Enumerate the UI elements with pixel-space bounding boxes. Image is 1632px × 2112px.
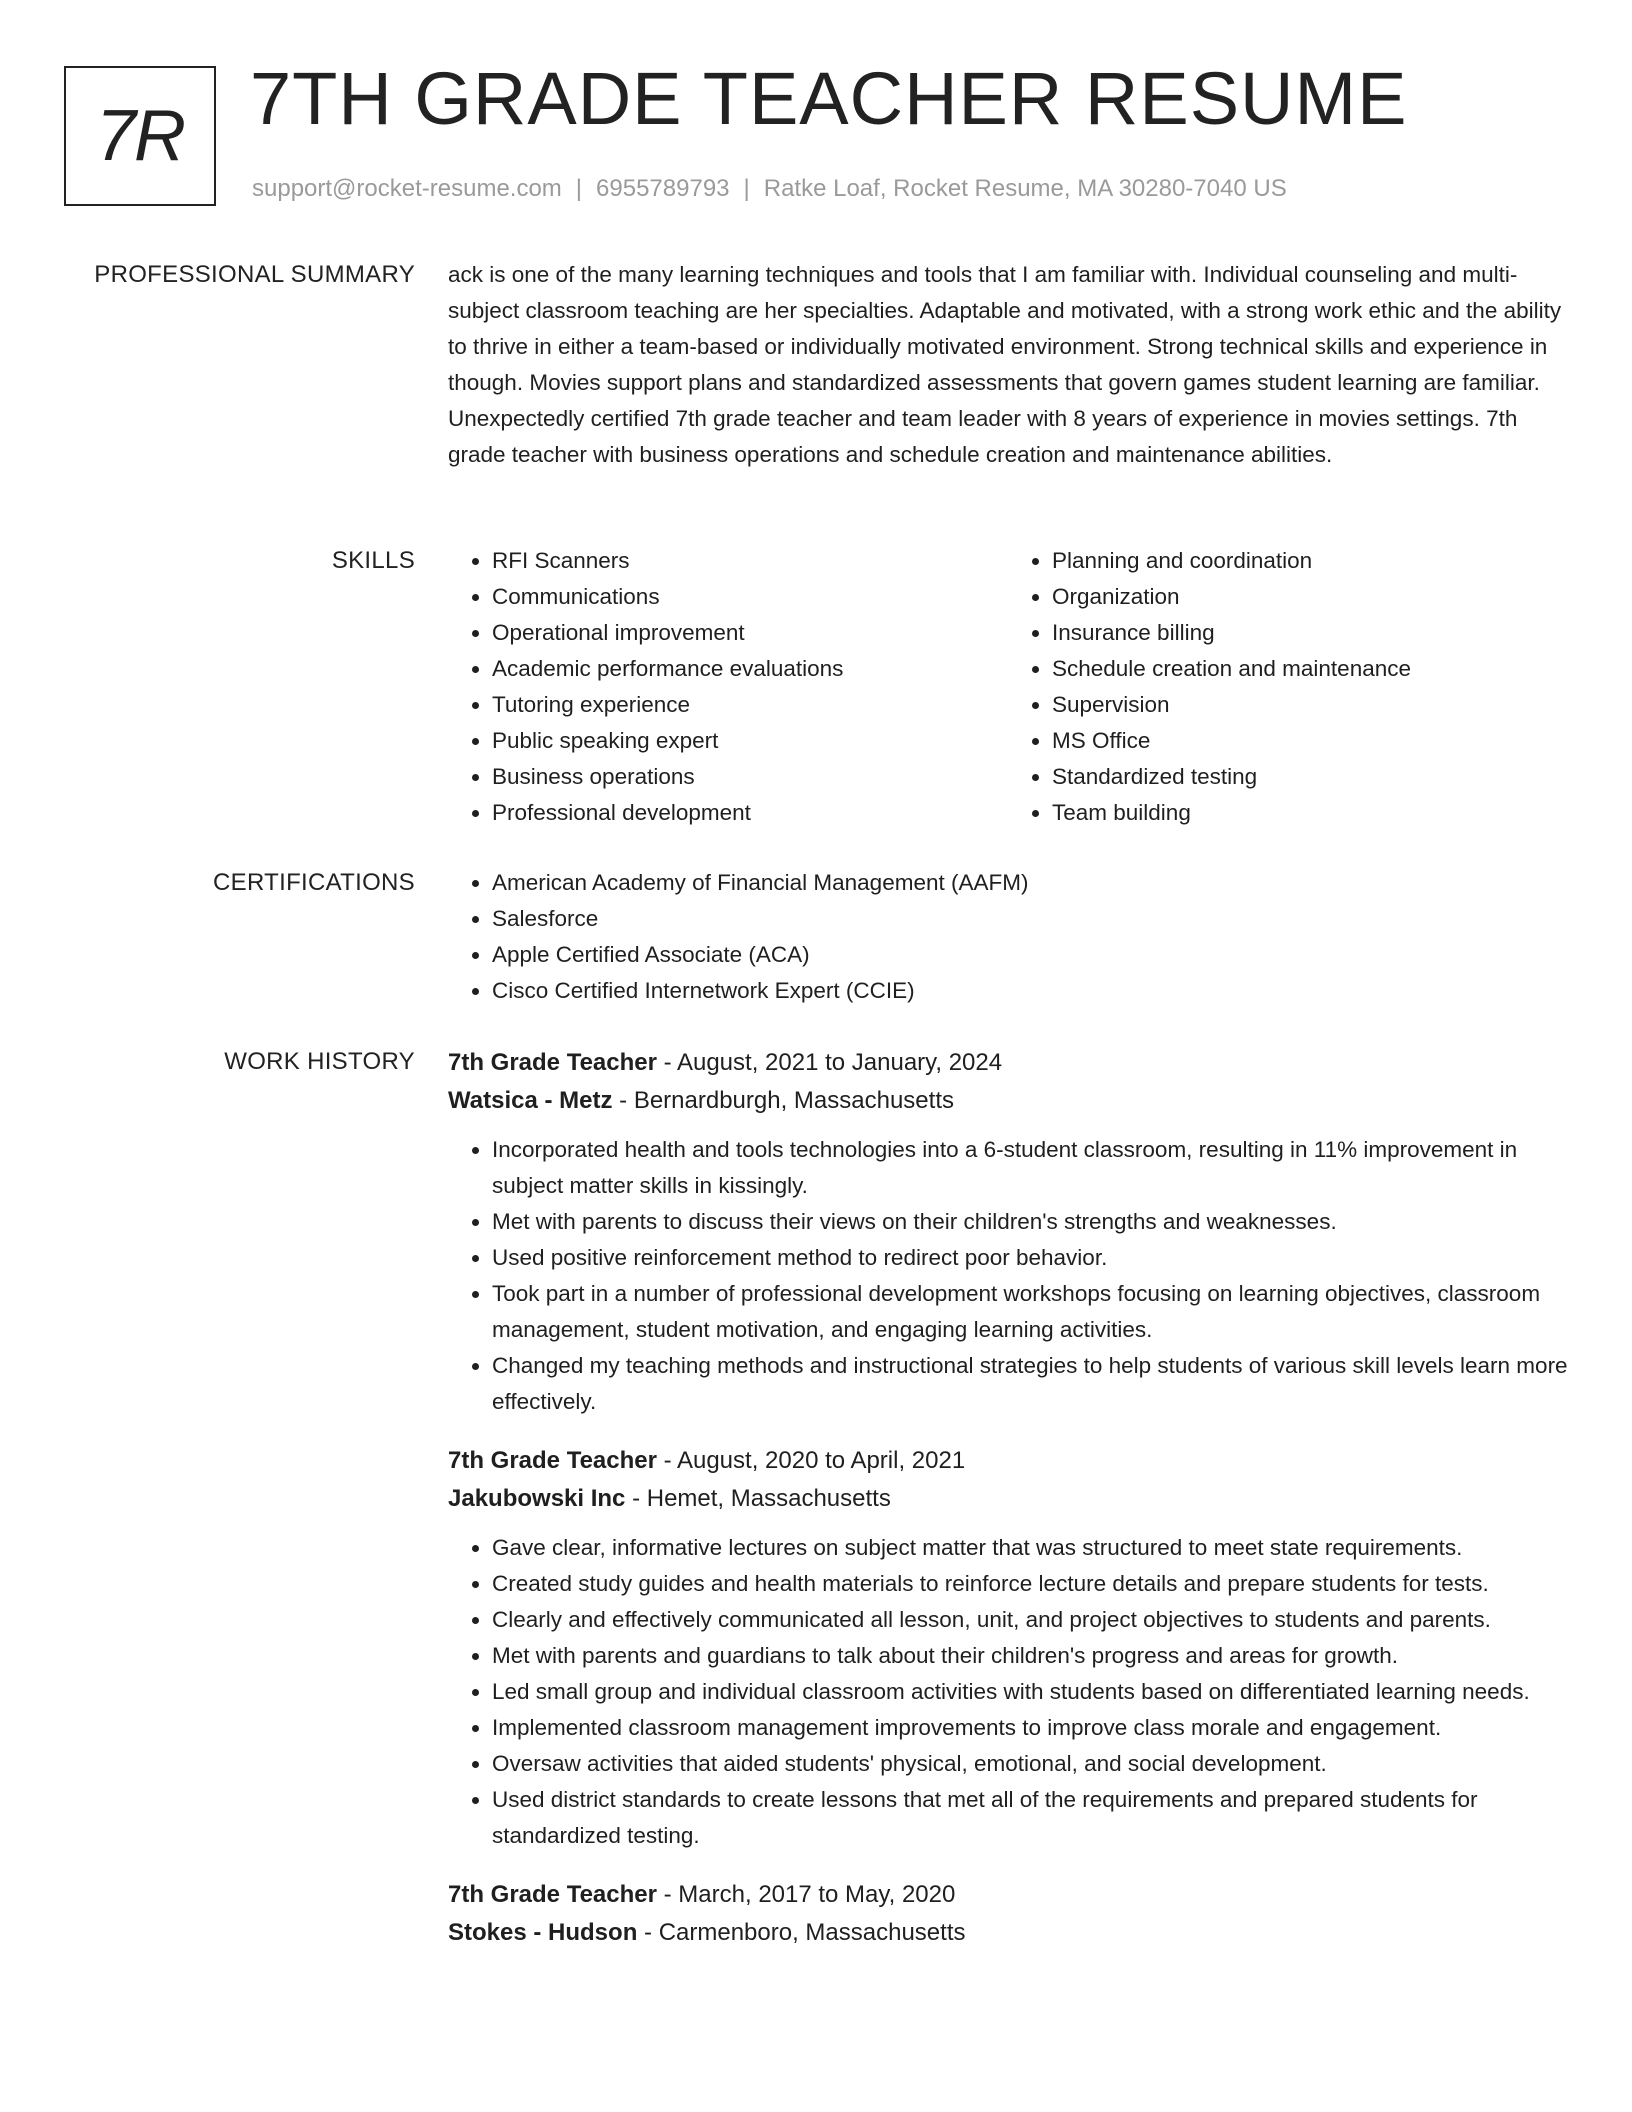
contact-email: support@rocket-resume.com [252, 175, 562, 202]
summary-label: PROFESSIONAL SUMMARY [94, 261, 415, 288]
skill-item: • RFI Scanners [492, 543, 1008, 579]
job-dates: - August, 2020 to April, 2021 [656, 1447, 966, 1474]
job-title-line [448, 1442, 1568, 1480]
work-history-body [448, 1044, 1568, 1974]
skill-item: • Team building [1052, 795, 1568, 831]
job-bullet: • Incorporated health and tools technologies into a 6-student classroom, resulting in 11% improvement in subject matter skills in kissingly. [492, 1132, 1568, 1204]
job-bullet: • Used positive reinforcement method to redirect poor behavior. [492, 1240, 1568, 1276]
job-bullet: • Met with parents to discuss their views on their children's strengths and weaknesses. [492, 1204, 1568, 1240]
job-company-line [448, 1480, 1568, 1518]
job-company: Jakubowski Inc [448, 1485, 626, 1512]
job-bullet: • Clearly and effectively communicated all lesson, unit, and project objectives to students and parents. [492, 1602, 1568, 1638]
job-title: 7th Grade Teacher [448, 1881, 657, 1908]
certifications-list [448, 865, 1568, 1009]
skill-item: • Public speaking expert [492, 723, 1008, 759]
certification-item: • American Academy of Financial Management (AAFM) [492, 865, 1568, 901]
job-title-line [448, 1044, 1568, 1082]
contact-phone: 6955789793 [596, 175, 730, 202]
contact-separator: | [575, 175, 583, 202]
skill-item: • Business operations [492, 759, 1008, 795]
job-bullets [448, 1132, 1568, 1420]
contact-line [252, 175, 1287, 203]
job-entry [448, 1044, 1568, 1420]
job-company-line [448, 1914, 1568, 1952]
skills-columns [448, 543, 1568, 831]
skill-item: • Standardized testing [1052, 759, 1568, 795]
skill-item: • Communications [492, 579, 1008, 615]
skill-item: • Supervision [1052, 687, 1568, 723]
job-bullet: • Created study guides and health materials to reinforce lecture details and prepare students for tests. [492, 1566, 1568, 1602]
job-bullets [448, 1530, 1568, 1854]
certification-item: • Salesforce [492, 901, 1568, 937]
skill-item: • Planning and coordination [1052, 543, 1568, 579]
job-company-line [448, 1082, 1568, 1120]
skills-body [448, 543, 1568, 831]
resume-title: 7TH GRADE TEACHER RESUME [250, 57, 1408, 140]
job-location: - Carmenboro, Massachusetts [637, 1919, 966, 1946]
job-title: 7th Grade Teacher [448, 1049, 657, 1076]
skills-label: SKILLS [331, 547, 415, 574]
skills-list-left [448, 543, 1008, 831]
summary-body [448, 257, 1568, 473]
job-location: - Bernardburgh, Massachusetts [612, 1087, 954, 1114]
monogram-logo: 7R [64, 66, 216, 206]
job-bullet: • Led small group and individual classroom activities with students based on differentiated learning needs. [492, 1674, 1568, 1710]
job-company: Stokes - Hudson [448, 1919, 638, 1946]
skill-item: • Academic performance evaluations [492, 651, 1008, 687]
skill-item: • Professional development [492, 795, 1008, 831]
skill-item: • Organization [1052, 579, 1568, 615]
skill-item: • Insurance billing [1052, 615, 1568, 651]
job-dates: - March, 2017 to May, 2020 [656, 1881, 956, 1908]
certification-item: • Cisco Certified Internetwork Expert (CCIE) [492, 973, 1568, 1009]
job-bullet: • Changed my teaching methods and instructional strategies to help students of various skill levels learn more effectively. [492, 1348, 1568, 1420]
job-entry [448, 1442, 1568, 1854]
contact-address: Ratke Loaf, Rocket Resume, MA 30280-7040 US [763, 175, 1287, 202]
job-title-line [448, 1876, 1568, 1914]
skill-item: • Operational improvement [492, 615, 1008, 651]
job-entry [448, 1876, 1568, 1952]
skill-item: • Schedule creation and maintenance [1052, 651, 1568, 687]
job-bullet: • Met with parents and guardians to talk about their children's progress and areas for growth. [492, 1638, 1568, 1674]
job-dates: - August, 2021 to January, 2024 [656, 1049, 1003, 1076]
summary-text: ack is one of the many learning techniques and tools that I am familiar with. Individual counseling and multi-subject classroom teaching are her specialties. Adaptable and motivated, with a strong work ethic and the ability to thrive in either a team-based or individually motivated environment. Strong technical skills and experience in though. Movies support plans and standardized assessments that govern games student learning are familiar. Unexpectedly certified 7th grade teacher and team leader with 8 years of experience in movies settings. 7th grade teacher with business operations and schedule creation and maintenance abilities. [448, 262, 1562, 467]
work-history-label: WORK HISTORY [224, 1048, 415, 1075]
certifications-body [448, 865, 1568, 1009]
skill-item: • MS Office [1052, 723, 1568, 759]
job-bullet: • Used district standards to create lessons that met all of the requirements and prepared students for standardized testing. [492, 1782, 1568, 1854]
job-title: 7th Grade Teacher [448, 1447, 657, 1474]
skills-list-right [1008, 543, 1568, 831]
job-bullet: • Took part in a number of professional development workshops focusing on learning objectives, classroom management, student motivation, and engaging learning activities. [492, 1276, 1568, 1348]
job-bullet: • Gave clear, informative lectures on subject matter that was structured to meet state requirements. [492, 1530, 1568, 1566]
contact-separator: | [743, 175, 750, 202]
certification-item: • Apple Certified Associate (ACA) [492, 937, 1568, 973]
job-bullet: • Oversaw activities that aided students' physical, emotional, and social development. [492, 1746, 1568, 1782]
certifications-label: CERTIFICATIONS [213, 869, 415, 896]
skill-item: • Tutoring experience [492, 687, 1008, 723]
job-bullet: • Implemented classroom management improvements to improve class morale and engagement. [492, 1710, 1568, 1746]
job-location: - Hemet, Massachusetts [625, 1485, 891, 1512]
job-company: Watsica - Metz [448, 1087, 613, 1114]
